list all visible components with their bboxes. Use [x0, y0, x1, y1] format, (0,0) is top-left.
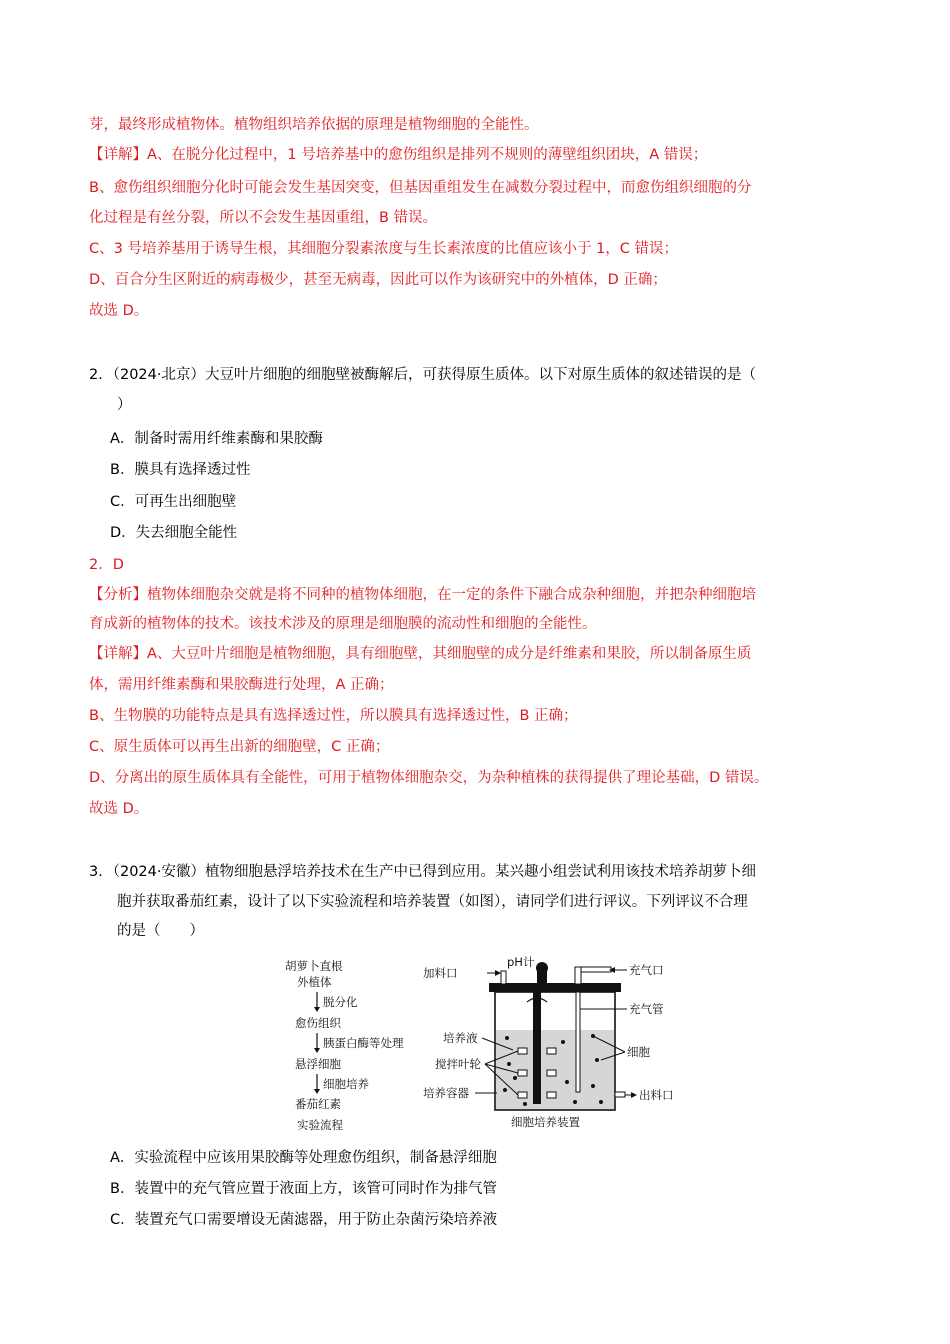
flow-label: 胰蛋白酶等处理 [323, 1036, 404, 1050]
answer-line: 芽，最终形成植物体。植物组织培养依据的原理是植物细胞的全能性。 [89, 117, 539, 133]
option-b: B．膜具有选择透过性 [110, 462, 251, 478]
arrow-icon [631, 1092, 637, 1098]
arrow-icon [314, 1007, 320, 1012]
question-stem: 的是（ ） [117, 923, 204, 939]
device-label: 充气管 [629, 1002, 664, 1016]
answer-line: 故选 D。 [89, 303, 149, 319]
device-label: pH计 [507, 955, 535, 969]
experiment-figure [275, 952, 695, 1132]
answer-line: 化过程是有丝分裂，所以不会发生基因重组，B 错误。 [89, 210, 438, 226]
question-stem: 2．（2024·北京）大豆叶片细胞的细胞壁被酶解后，可获得原生质体。以下对原生质体的叙述错误的是（ [89, 367, 756, 383]
vessel-lid [489, 983, 621, 992]
analysis-line: B、生物膜的功能特点是具有选择透过性，所以膜具有选择透过性，B 正确； [89, 708, 578, 724]
question-stem: ） [117, 397, 132, 413]
option-d: D．失去细胞全能性 [110, 525, 238, 541]
stirrer-shaft [533, 992, 541, 1104]
answer-key: 2．D [89, 557, 124, 573]
flow-title: 实验流程 [297, 1118, 343, 1132]
device-label: 出料口 [639, 1088, 674, 1102]
ph-meter-icon [536, 962, 548, 974]
flow-label: 细胞培养 [323, 1077, 369, 1091]
device-label: 加料口 [423, 966, 458, 980]
device-label: 搅拌叶轮 [435, 1057, 481, 1071]
flow-label: 悬浮细胞 [295, 1057, 341, 1071]
question-stem: 胞并获取番茄红素，设计了以下实验流程和培养装置（如图），请同学们进行评议。下列评议不合理 [117, 894, 748, 910]
option-c: C．可再生出细胞壁 [110, 494, 237, 510]
arrow-icon [495, 970, 501, 976]
analysis-line: C、原生质体可以再生出新的细胞壁，C 正确； [89, 739, 390, 755]
option-b: B．装置中的充气管应置于液面上方，该管可同时作为排气管 [110, 1181, 497, 1197]
device-label: 培养液 [443, 1031, 478, 1045]
device-label: 细胞 [627, 1045, 650, 1059]
arrow-icon [314, 1089, 320, 1094]
answer-line: B、愈伤组织细胞分化时可能会发生基因突变，但基因重组发生在减数分裂过程中，而愈伤组织细胞的分 [89, 180, 752, 196]
option-c: C．装置充气口需要增设无菌滤器，用于防止杂菌污染培养液 [110, 1212, 498, 1228]
answer-line: D、百合分生区附近的病毒极少，甚至无病毒，因此可以作为该研究中的外植体，D 正确； [89, 272, 667, 288]
flow-label: 胡萝卜直根 [285, 959, 343, 973]
gas-pipe [576, 992, 580, 1092]
answer-line: C、3 号培养基用于诱导生根，其细胞分裂素浓度与生长素浓度的比值应该小于 1，C 错误； [89, 241, 679, 257]
flow-label: 番茄红素 [295, 1097, 341, 1111]
device-label: 充气口 [629, 963, 664, 977]
option-a: A．制备时需用纤维素酶和果胶酶 [110, 431, 323, 447]
option-a: A．实验流程中应该用果胶酶等处理愈伤组织，制备悬浮细胞 [110, 1150, 497, 1166]
flow-label: 脱分化 [323, 995, 358, 1009]
analysis-line: 【分析】植物体细胞杂交就是将不同种的植物体细胞，在一定的条件下融合成杂种细胞，并把杂种细胞培 [89, 587, 756, 603]
flow-label: 外植体 [297, 975, 332, 989]
device-label: 培养容器 [423, 1086, 469, 1100]
analysis-line: 育成新的植物体的技术。该技术涉及的原理是细胞膜的流动性和细胞的全能性。 [89, 616, 597, 632]
analysis-line: 故选 D。 [89, 801, 149, 817]
question-stem: 3．（2024·安徽）植物细胞悬浮培养技术在生产中已得到应用。某兴趣小组尝试利用该技术培养胡萝卜细 [89, 864, 756, 880]
analysis-line: 【详解】A、大豆叶片细胞是植物细胞，具有细胞壁，其细胞壁的成分是纤维素和果胶，所以制备原生质 [89, 646, 752, 662]
analysis-line: 体，需用纤维素酶和果胶酶进行处理，A 正确； [89, 677, 394, 693]
flow-label: 愈伤组织 [295, 1016, 341, 1030]
arrow-icon [314, 1048, 320, 1053]
analysis-line: D、分离出的原生质体具有全能性，可用于植物体细胞杂交，为杂种植株的获得提供了理论基础，D 错误。 [89, 770, 769, 786]
device-title: 细胞培养装置 [511, 1115, 580, 1129]
answer-line: 【详解】A、在脱分化过程中，1 号培养基中的愈伤组织是排列不规则的薄壁组织团块，A 错误； [89, 147, 708, 163]
